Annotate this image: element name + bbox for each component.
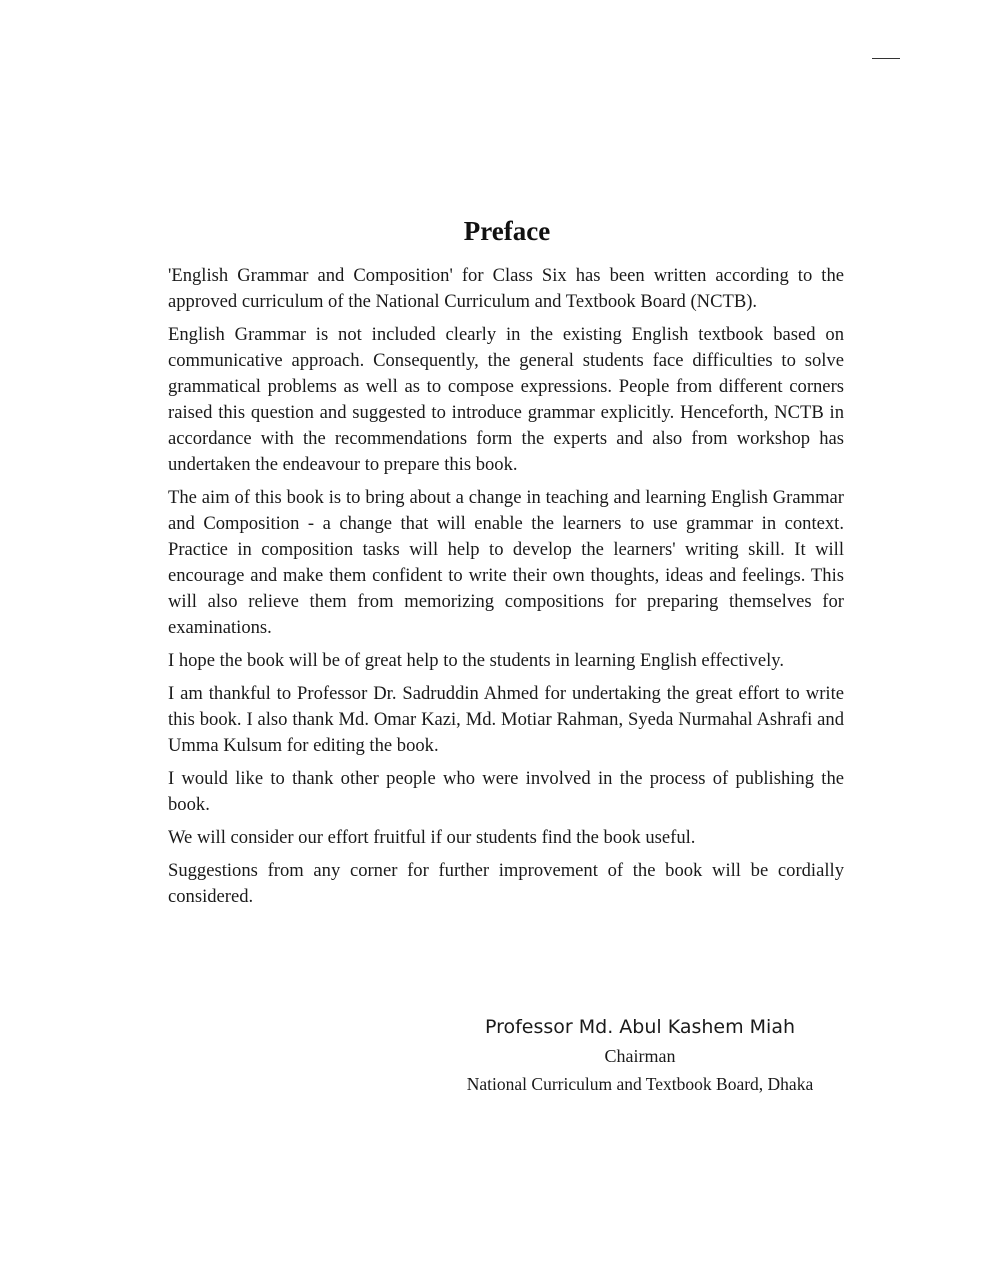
preface-paragraph: English Grammar is not included clearly in the existing English textbook based on communicative approach. Consequently, the general students face difficulties to solve grammatical problems as well as to compose expressions. People from different corners raised this question and suggested to introduce grammar explicitly. Henceforth, NCTB in accordance with the recommendations form the experts and also from workshop has undertaken the endeavour to prepare this book. bbox=[168, 324, 844, 475]
preface-paragraph: I am thankful to Professor Dr. Sadruddin Ahmed for undertaking the great effort to write this book. I also thank Md. Omar Kazi, Md. Motiar Rahman, Syeda Nurmahal Ashrafi and Umma Kulsum for editing the book. bbox=[168, 683, 844, 756]
preface-body bbox=[168, 263, 844, 917]
signatory-organization: National Curriculum and Textbook Board, Dhaka bbox=[466, 1074, 814, 1094]
preface-paragraph: The aim of this book is to bring about a change in teaching and learning English Grammar and Composition - a change that will enable the learners to use grammar in context. Practice in composition tasks will help to develop the learners' writing skill. It will encourage and make them confident to write their own thoughts, ideas and feelings. This will also relieve them from memorizing compositions for preparing themselves for examinations. bbox=[168, 487, 844, 638]
signature-block bbox=[440, 1012, 840, 1098]
signatory-role: Chairman bbox=[604, 1046, 676, 1066]
page-corner-mark bbox=[872, 58, 900, 59]
signatory-name: Professor Md. Abul Kashem Miah bbox=[484, 1016, 796, 1038]
preface-paragraph: Suggestions from any corner for further improvement of the book will be cordially considered. bbox=[168, 860, 844, 907]
preface-paragraph: We will consider our effort fruitful if our students find the book useful. bbox=[168, 827, 696, 848]
page-title: Preface bbox=[463, 216, 551, 247]
preface-paragraph: 'English Grammar and Composition' for Class Six has been written according to the approved curriculum of the National Curriculum and Textbook Board (NCTB). bbox=[168, 265, 844, 312]
preface-paragraph: I hope the book will be of great help to the students in learning English effectively. bbox=[168, 650, 785, 671]
preface-paragraph: I would like to thank other people who were involved in the process of publishing the book. bbox=[168, 768, 844, 815]
